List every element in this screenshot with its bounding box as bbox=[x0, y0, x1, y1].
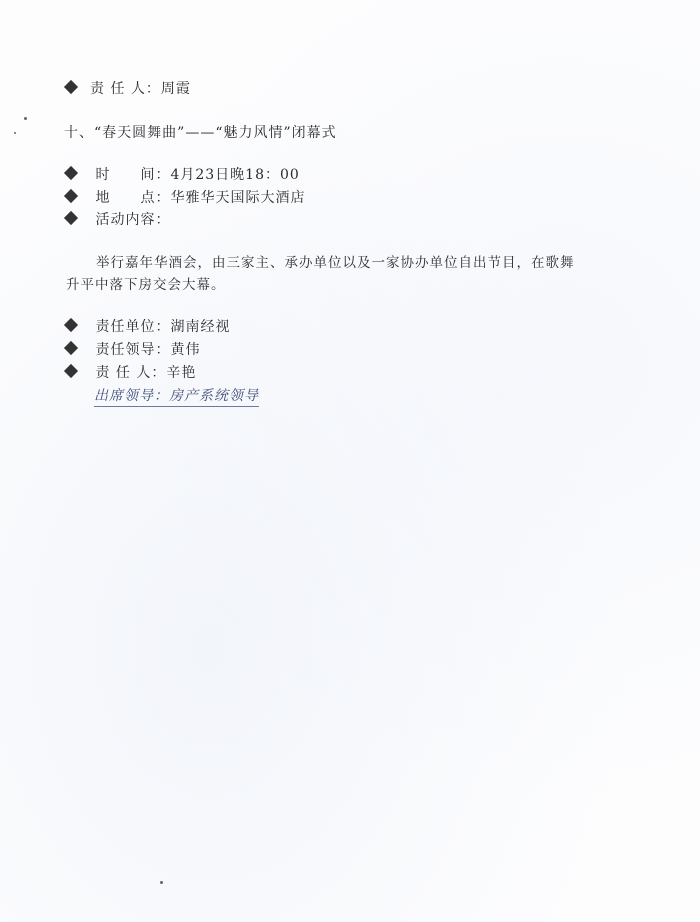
heading-text: 十、“春天圆舞曲”——“魅力风情”闭幕式 bbox=[64, 125, 337, 141]
scan-speck bbox=[24, 117, 27, 120]
time-text: 时 间：4月23日晚18：00 bbox=[95, 167, 300, 183]
content-label-line bbox=[66, 211, 170, 229]
time-line bbox=[66, 166, 300, 184]
content-label-text: 活动内容： bbox=[95, 212, 171, 228]
unit-text: 责任单位：湖南经视 bbox=[95, 319, 231, 335]
prev-responsible-line bbox=[66, 80, 191, 98]
content-line2-text: 升平中落下房交会大幕。 bbox=[66, 277, 226, 293]
diamond-bullet-icon bbox=[64, 211, 78, 225]
person-text: 责 任 人：辛艳 bbox=[95, 365, 197, 381]
handwritten-attending-note: 出席领导：房产系统领导 bbox=[94, 387, 259, 407]
closing-ceremony-heading bbox=[64, 124, 337, 142]
content-line1-text: 举行嘉年华酒会，由三家主、承办单位以及一家协办单位自出节目，在歌舞 bbox=[96, 255, 575, 271]
place-line bbox=[66, 189, 305, 207]
scan-speck bbox=[160, 881, 163, 884]
diamond-bullet-icon bbox=[64, 189, 78, 203]
scan-speck bbox=[14, 132, 16, 134]
diamond-bullet-icon bbox=[64, 364, 78, 378]
diamond-bullet-icon bbox=[64, 341, 78, 355]
leader-text: 责任领导：黄伟 bbox=[95, 342, 201, 358]
content-paragraph-line-1 bbox=[96, 254, 575, 272]
unit-line bbox=[66, 318, 230, 336]
diamond-bullet-icon bbox=[64, 318, 78, 332]
diamond-bullet-icon bbox=[64, 80, 78, 94]
content-paragraph-line-2 bbox=[66, 276, 226, 294]
place-text: 地 点：华雅华天国际大酒店 bbox=[95, 190, 306, 206]
prev-responsible-text: 责 任 人：周霞 bbox=[90, 81, 191, 97]
leader-line bbox=[66, 341, 200, 359]
person-line bbox=[66, 364, 196, 382]
diamond-bullet-icon bbox=[64, 166, 78, 180]
